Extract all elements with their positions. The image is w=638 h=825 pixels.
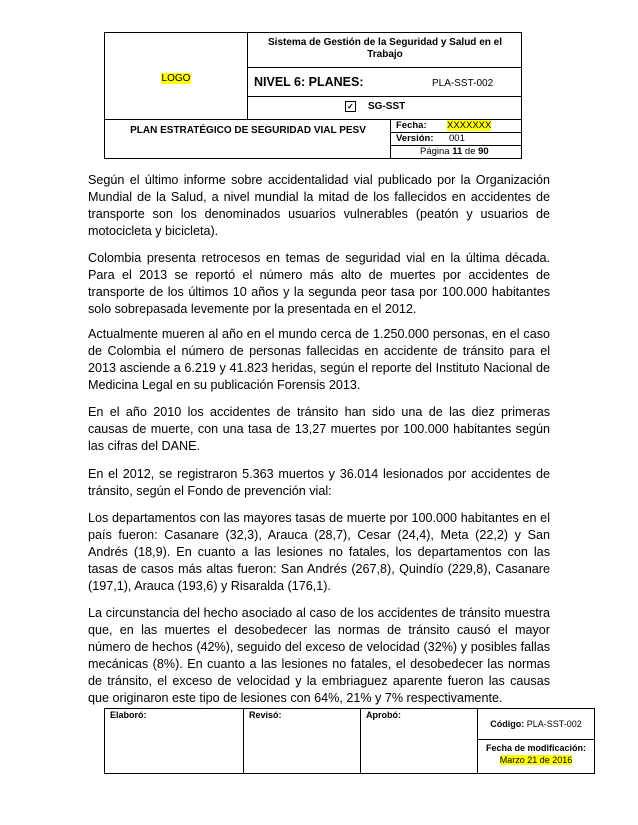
sgsst-label: SG-SST [368, 101, 406, 113]
page-word: Página [420, 146, 450, 157]
paragraph-2: Colombia presenta retrocesos en temas de seguridad vial en la última década. Para el 2013 se reportó el número más alto de muertes por accidentes de transporte de los últimos 10 años y la segunda peor tasa por 100.000 habitantes solo sobrepasada levemente por la presentada en el 2012. [88, 251, 550, 316]
page-total: 90 [478, 146, 489, 157]
page-of: de [464, 146, 476, 157]
paragraph-1: Según el último informe sobre accidentalidad vial publicado por la Organización Mundial de la Salud, a nivel mundial la mitad de los fallecidos en accidentes de transporte son los denominados usuarios vulnerables (peatón y usuarios de motocicleta y bicicleta). [88, 173, 550, 238]
fecha-value: XXXXXXX [447, 120, 492, 131]
reviso-label: Revisó: [249, 710, 282, 720]
fecha-mod-value: Marzo 21 de 2016 [499, 755, 573, 765]
system-title: Sistema de Gestión de la Seguridad y Salud en el Trabajo [268, 37, 502, 60]
fecha-label: Fecha: [396, 120, 427, 131]
paragraph-7: La circunstancia del hecho asociado al caso de los accidentes de tránsito muestra que, en las muertes el desobedecer las normas de tránsito causó el mayor número de hechos (42%), seguido del exceso de velocidad (32%) y posibles fallas mecánicas (8%). En cuanto a las lesiones no fatales, el desobedecer las normas de tránsito, el exceso de velocidad y la embriaguez aparente fueron las causas que originaron este tipo de lesiones con 64%, 21% y 7% respectivamente. [88, 606, 550, 705]
logo-placeholder: LOGO [161, 73, 191, 84]
fecha-mod-label: Fecha de modificación: [485, 743, 587, 753]
elaboro-label: Elaboró: [110, 710, 147, 720]
page-current: 11 [452, 146, 463, 157]
codigo-label: Código: [490, 719, 525, 729]
paragraph-5: En el 2012, se registraron 5.363 muertos y 36.014 lesionados por accidentes de tránsito, según el Fondo de prevención vial: [88, 467, 550, 498]
document-code: PLA-SST-002 [432, 78, 494, 89]
aprobo-label: Aprobó: [366, 710, 401, 720]
page-number [420, 146, 489, 157]
codigo-value: PLA-SST-002 [526, 719, 582, 729]
paragraph-3: Actualmente mueren al año en el mundo cerca de 1.250.000 personas, en el caso de Colombia el número de personas fallecidas en accidente de tránsito para el 2013 asciende a 6.219 y 41.823 heridas, según el reporte del Instituto Nacional de Medicina Legal en su publicación Forensis 2013. [88, 327, 550, 392]
paragraph-4: En el año 2010 los accidentes de tránsito han sido una de las diez primeras causas de muerte, con una tasa de 13,27 muertes por 100.000 habitantes según las cifras del DANE. [88, 405, 550, 453]
version-value: 001 [449, 133, 465, 144]
sgsst-checkbox[interactable]: ✓ [345, 101, 356, 112]
plan-title: PLAN ESTRATÉGICO DE SEGURIDAD VIAL PESV [130, 125, 366, 136]
paragraph-6: Los departamentos con las mayores tasas de muerte por 100.000 habitantes en el país fueron: Casanare (32,3), Arauca (28,7), Cesar (24,4), Meta (22,2) y San Andrés (18,9). En cuanto a las lesiones no fatales, los departamentos con las tasas de casos más altas fueron: San Andrés (267,8), Quindío (229,8), Casanare (197,1), Arauca (193,6) y Risaralda (176,1). [88, 511, 550, 593]
version-label: Versión: [396, 133, 434, 144]
level-title: NIVEL 6: PLANES: [254, 75, 364, 89]
